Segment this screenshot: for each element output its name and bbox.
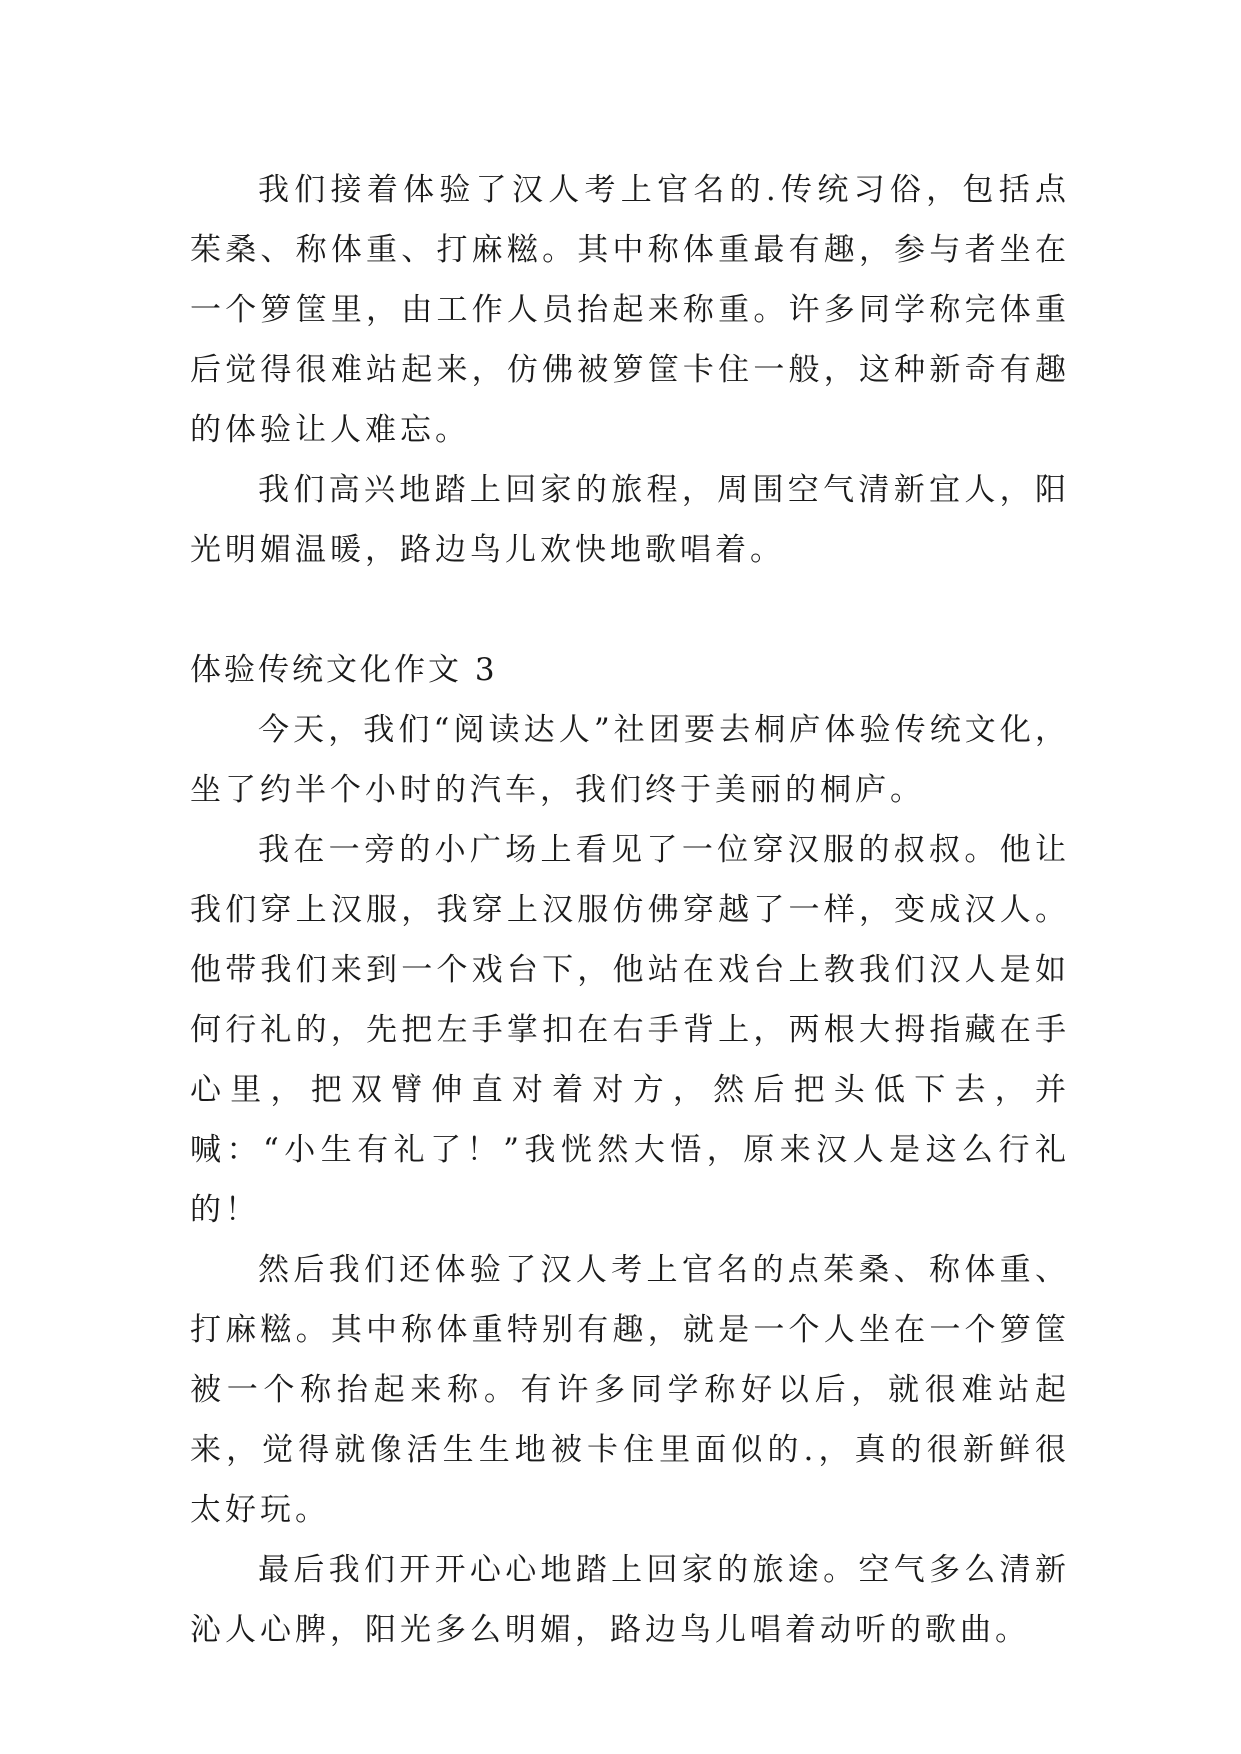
essay-title: 体验传统文化作文 3 bbox=[190, 652, 498, 688]
paragraph-intro: 今天，我们“阅读达人”社团要去桐庐体验传统文化，坐了约半个小时的汽车，我们终于美丽的桐庐。 bbox=[190, 712, 1070, 808]
paragraph-journey-home: 我们高兴地踏上回家的旅程，周围空气清新宜人，阳光明媚温暖，路边鸟儿欢快地歌唱着。 bbox=[190, 472, 1070, 568]
paragraph-ending: 最后我们开开心心地踏上回家的旅途。空气多么清新沁人心脾，阳光多么明媚，路边鸟儿唱着动听的歌曲。 bbox=[190, 1552, 1070, 1648]
section-spacer bbox=[190, 580, 1070, 640]
paragraph-hanfu-etiquette: 我在一旁的小广场上看见了一位穿汉服的叔叔。他让我们穿上汉服，我穿上汉服仿佛穿越了一样，变成汉人。他带我们来到一个戏台下，他站在戏台上教我们汉人是如何行礼的，先把左手掌扣在右手背上，两根大拇指藏在手心里，把双臂伸直对着对方，然后把头低下去，并喊：“小生有礼了！”我恍然大悟，原来汉人是这么行礼的！ bbox=[190, 832, 1070, 1228]
paragraph-weighing: 然后我们还体验了汉人考上官名的点茱桑、称体重、打麻糍。其中称体重特别有趣，就是一个人坐在一个箩筐被一个称抬起来称。有许多同学称好以后，就很难站起来，觉得就像活生生地被卡住里面似的.，真的很新鲜很太好玩。 bbox=[190, 1252, 1070, 1528]
document-body bbox=[190, 160, 1070, 1660]
paragraph-traditional-customs: 我们接着体验了汉人考上官名的.传统习俗，包括点茱桑、称体重、打麻糍。其中称体重最有趣，参与者坐在一个箩筐里，由工作人员抬起来称重。许多同学称完体重后觉得很难站起来，仿佛被箩筐卡住一般，这种新奇有趣的体验让人难忘。 bbox=[190, 172, 1070, 448]
